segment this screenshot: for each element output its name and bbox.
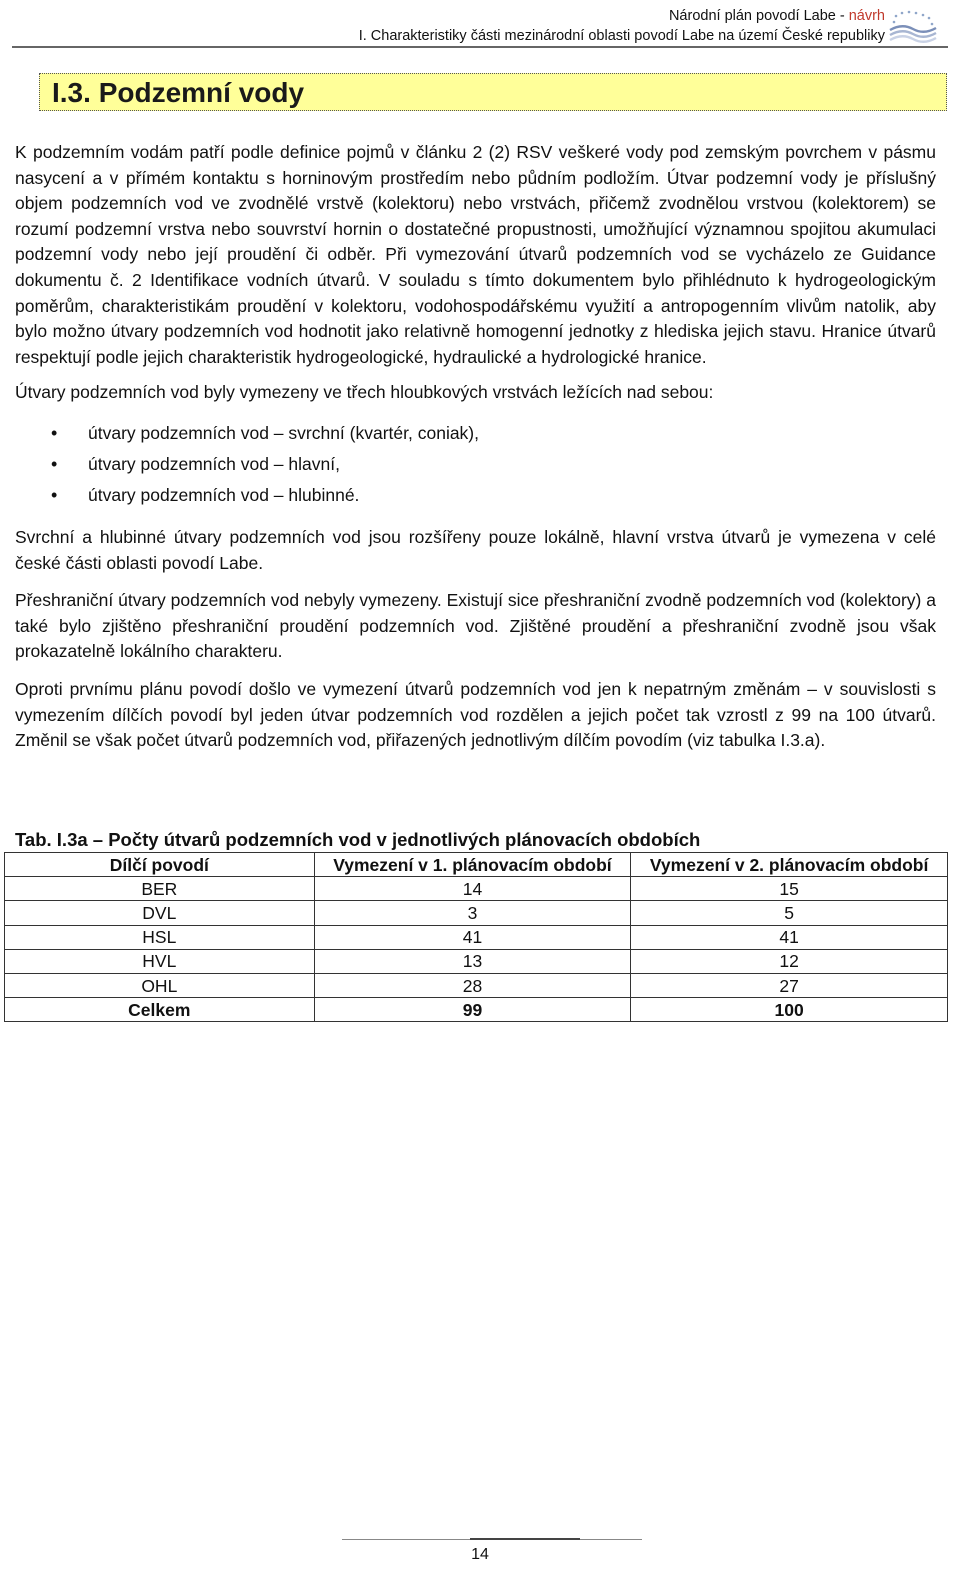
header-line-1 xyxy=(359,6,885,26)
body-text xyxy=(15,140,936,754)
table-cell: Celkem xyxy=(5,998,315,1022)
table-cell: HSL xyxy=(5,925,315,949)
table-row xyxy=(5,973,948,997)
list-item: • útvary podzemních vod – hlavní, xyxy=(15,449,936,480)
column-header: Vymezení v 2. plánovacím období xyxy=(631,853,948,877)
table-cell: BER xyxy=(5,877,315,901)
paragraph-distribution: Svrchní a hlubinné útvary podzemních vod jsou rozšířeny pouze lokálně, hlavní vrstva útvarů je vymezena v celé české části oblasti povodí Labe. xyxy=(15,526,936,573)
section-title: I.3. Podzemní vody xyxy=(52,77,305,108)
table-cell: 100 xyxy=(631,998,948,1022)
paragraph-transboundary: Přeshraniční útvary podzemních vod nebyly vymezeny. Existují sice přeshraniční zvodně podzemních vod (kolektory) a také bylo zjištěno přeshraniční proudění podzemních vod. Zjištěné proudění a přeshraniční zvodně jsou však prokazatelně lokálního charakteru. xyxy=(15,590,936,662)
table-total-row xyxy=(5,998,948,1022)
table-header-row xyxy=(5,853,948,877)
column-header: Dílčí povodí xyxy=(5,853,315,877)
eu-flag-wave-icon xyxy=(888,6,938,44)
table-cell: 5 xyxy=(631,901,948,925)
table-cell: 15 xyxy=(631,877,948,901)
footer-divider-accent xyxy=(470,1538,580,1540)
table-cell: 99 xyxy=(314,998,631,1022)
table-row xyxy=(5,925,948,949)
table-cell: OHL xyxy=(5,973,315,997)
header-divider xyxy=(12,46,948,48)
table-cell: HVL xyxy=(5,949,315,973)
list-item: • útvary podzemních vod – svrchní (kvartér, coniak), xyxy=(15,418,936,449)
table-cell: 41 xyxy=(631,925,948,949)
table-cell: 3 xyxy=(314,901,631,925)
paragraph-layers-intro: Útvary podzemních vod byly vymezeny ve třech hloubkových vrstvách ležících nad sebou: xyxy=(15,382,714,403)
table-row xyxy=(5,877,948,901)
table-cell: 13 xyxy=(314,949,631,973)
table-row xyxy=(5,901,948,925)
table-cell: 41 xyxy=(314,925,631,949)
header-plan-name: Národní plán povodí Labe - xyxy=(668,8,849,24)
table-title: Tab. I.3a – Počty útvarů podzemních vod v jednotlivých plánovacích obdobích xyxy=(15,829,701,850)
table-cell: 12 xyxy=(631,949,948,973)
table-row xyxy=(5,949,948,973)
header-text xyxy=(359,6,885,46)
paragraph-changes: Oproti prvnímu plánu povodí došlo ve vymezení útvarů podzemních vod jen k nepatrným změnám – v souvislosti s vymezením dílčích povodí byl jeden útvar podzemních vod rozdělen a jejich počet tak vzrostl z 99 na 100 útvarů. Změnil se však počet útvarů podzemních vod, přiřazených jednotlivým dílčím povodím (viz tabulka I.3.a). xyxy=(15,678,936,751)
header-draft-label: návrh xyxy=(848,8,885,24)
groundwater-bodies-table xyxy=(4,852,948,1022)
layer-list xyxy=(15,418,936,511)
header-line-2: I. Charakteristiky části mezinárodní oblasti povodí Labe na území České republiky xyxy=(358,28,885,44)
page-number: 14 xyxy=(471,1546,489,1563)
table-cell: DVL xyxy=(5,901,315,925)
table-cell: 14 xyxy=(314,877,631,901)
table-cell: 27 xyxy=(631,973,948,997)
paragraph-definition: K podzemním vodám patří podle definice pojmů v článku 2 (2) RSV veškeré vody pod zemským povrchem v pásmu nasycení a v přímém kontaktu s horninovým prostředím nebo půdním podložím. Útvar podzemní vody je příslušný objem podzemních vod ve zvodnělé vrstvě (kolektoru) nebo vrstvách, přičemž zvodnělou vrstvou (kolektorem) se rozumí podzemní vrstva nebo souvrství hornin o dostatečné propustnosti, umožňující významnou spojitou akumulaci podzemní vody nebo její proudění či odběr. Při vymezování útvarů podzemních vod se vycházelo ze Guidance dokumentu č. 2 Identifikace vodních útvarů. V souladu s tímto dokumentem bylo přihlédnuto k hydrogeologickým poměrům, charakteristikám proudění v kolektoru, vodohospodářskému využití a antropogenním vlivům natolik, aby bylo možno útvary podzemních vod hodnotit jako relativně homogenní jednotky z hlediska jejich stavu. Hranice útvarů respektují podle jejich charakteristik hydrogeologické, hydraulické a hydrologické hranice. xyxy=(15,142,936,367)
section-banner xyxy=(39,73,947,111)
table-cell: 28 xyxy=(314,973,631,997)
list-item: • útvary podzemních vod – hlubinné. xyxy=(15,480,936,511)
column-header: Vymezení v 1. plánovacím období xyxy=(314,853,631,877)
